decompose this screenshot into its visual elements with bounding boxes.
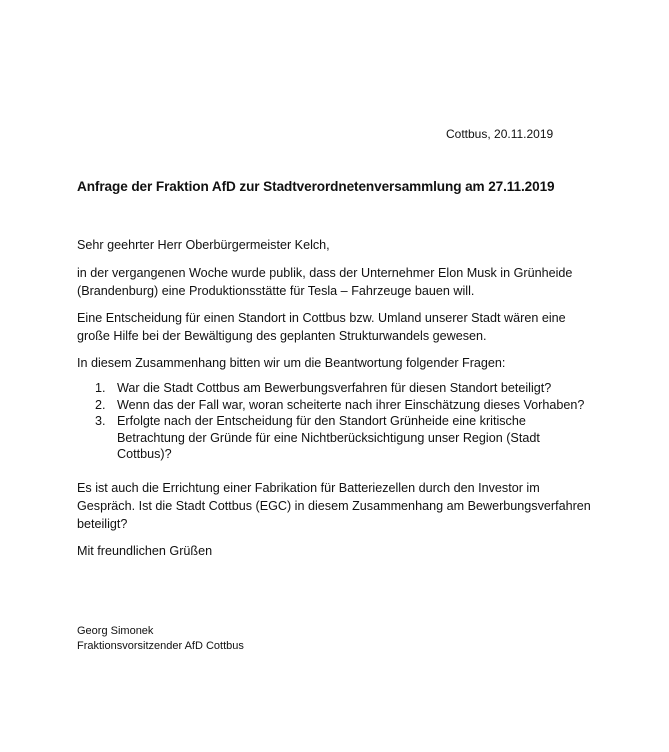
list-item	[77, 413, 597, 463]
salutation: Sehr geehrter Herr Oberbürgermeister Kelch,	[77, 238, 330, 252]
list-item-text: War die Stadt Cottbus am Bewerbungsverfahren für diesen Standort beteiligt?	[117, 381, 552, 395]
paragraph-request: In diesem Zusammenhang bitten wir um die Beantwortung folgender Fragen:	[77, 356, 506, 370]
paragraph-decision: Eine Entscheidung für einen Standort in Cottbus bzw. Umland unserer Stadt wären eine große Hilfe bei der Bewältigung des geplanten Strukturwandels gewesen.	[77, 311, 566, 343]
list-item-number: 3.	[95, 414, 106, 429]
list-item-number: 1.	[95, 381, 106, 395]
list-item-number: 2.	[95, 397, 106, 412]
signature-role: Fraktionsvorsitzender AfD Cottbus	[77, 640, 244, 652]
list-item	[77, 380, 597, 397]
letter-date: Cottbus, 20.11.2019	[446, 127, 554, 141]
question-list	[77, 380, 597, 463]
list-item	[77, 397, 597, 414]
list-item-text: Erfolgte nach der Entscheidung für den Standort Grünheide eine kritische Betrachtung der Gründe für eine Nichtberücksichtigung unser Region (Stadt Cottbus)?	[117, 414, 540, 462]
paragraph-intro: in der vergangenen Woche wurde publik, dass der Unternehmer Elon Musk in Grünheide (Brandenburg) eine Produktionsstätte für Tesla – Fahrzeuge bauen will.	[77, 266, 573, 298]
signature-name: Georg Simonek	[77, 625, 154, 637]
list-item-text: Wenn das der Fall war, woran scheiterte nach ihrer Einschätzung dieses Vorhaben?	[117, 397, 585, 412]
letter-title: Anfrage der Fraktion AfD zur Stadtverordnetenversammlung am 27.11.2019	[77, 179, 555, 194]
closing-line: Mit freundlichen Grüßen	[77, 544, 213, 558]
paragraph-followup: Es ist auch die Errichtung einer Fabrikation für Batteriezellen durch den Investor im Gespräch. Ist die Stadt Cottbus (EGC) in diesem Zusammenhang am Bewerbungsverfahren beteiligt?	[77, 481, 591, 531]
